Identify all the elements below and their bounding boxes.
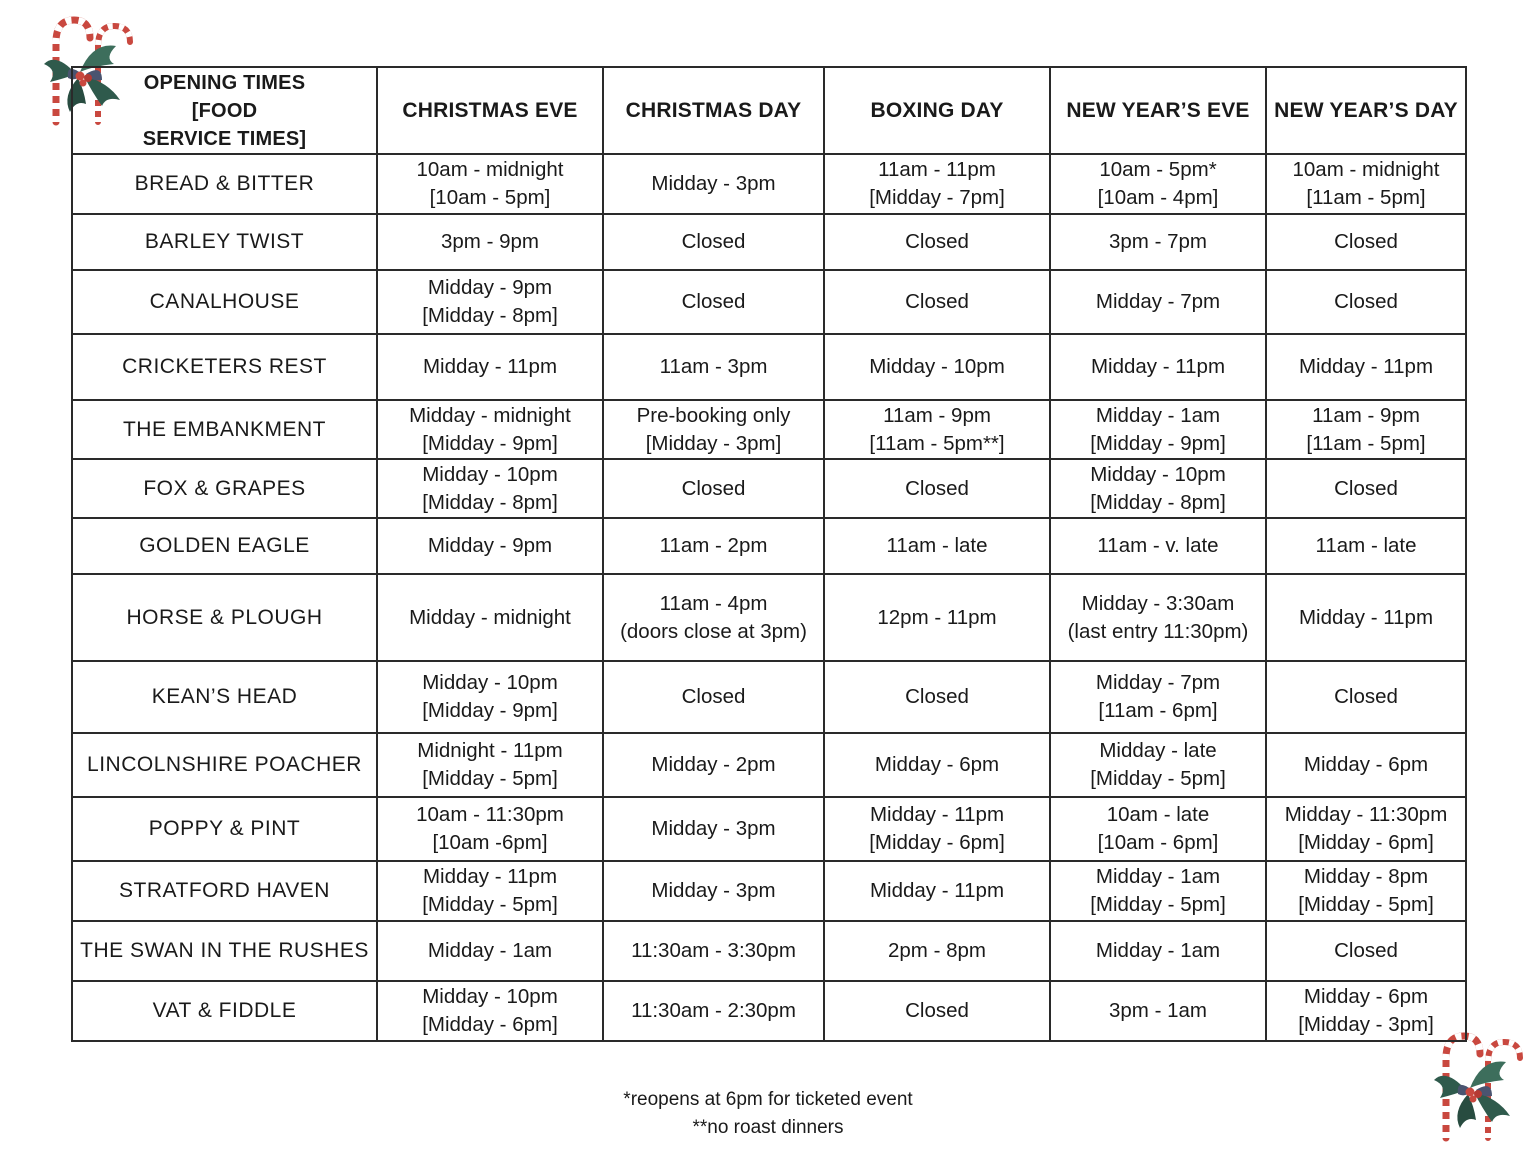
times-line: Closed [1334, 290, 1398, 313]
venue-name: BARLEY TWIST [72, 214, 377, 270]
times-cell [1266, 921, 1466, 981]
times-cell [603, 661, 824, 733]
times-line: [Midday - 7pm] [869, 186, 1005, 209]
table-row [72, 861, 1466, 921]
times-line: 11am - late [886, 534, 988, 557]
times-cell [824, 661, 1050, 733]
footnote-reopens: *reopens at 6pm for ticketed event [623, 1089, 913, 1110]
times-cell [1266, 334, 1466, 400]
day-header-boxing-day: BOXING DAY [824, 67, 1050, 154]
times-cell [1266, 861, 1466, 921]
times-line: Closed [1334, 685, 1398, 708]
times-cell [1050, 797, 1266, 861]
times-cell [377, 921, 603, 981]
times-line: [Midday - 9pm] [1090, 431, 1226, 455]
venue-name: KEAN’S HEAD [72, 661, 377, 733]
times-cell [377, 334, 603, 400]
venue-name: FOX & GRAPES [72, 459, 377, 518]
times-line: Midday - 3pm [651, 879, 776, 902]
times-line: 11am - 4pm [659, 591, 768, 615]
times-line: Closed [1334, 939, 1398, 962]
times-cell [1266, 400, 1466, 459]
times-cell [377, 861, 603, 921]
times-line: 10am - midnight [1292, 158, 1440, 181]
times-cell [1050, 518, 1266, 574]
times-cell [824, 334, 1050, 400]
times-cell [824, 459, 1050, 518]
times-line: (last entry 11:30pm) [1067, 619, 1249, 643]
table-row [72, 214, 1466, 270]
times-line: [Midday - 5pm] [1298, 893, 1434, 916]
table-row [72, 459, 1466, 518]
times-cell [603, 459, 824, 518]
times-line: Midday - midnight [409, 605, 571, 629]
times-cell [377, 797, 603, 861]
times-line: [Midday - 6pm] [422, 1013, 558, 1036]
times-line: Pre-booking only [636, 403, 791, 427]
venue-name: BREAD & BITTER [72, 154, 377, 214]
times-line: [Midday - 3pm] [645, 431, 782, 455]
times-cell [824, 518, 1050, 574]
times-cell [1266, 214, 1466, 270]
table-row [72, 270, 1466, 334]
times-line: [Midday - 8pm] [422, 490, 558, 514]
times-line: 11am - late [1315, 534, 1417, 557]
times-line: Midday - 2pm [651, 753, 776, 776]
times-line: Midday - 10pm [869, 355, 1005, 378]
times-line: 11am - 3pm [659, 355, 768, 378]
times-cell [1266, 270, 1466, 334]
times-cell [824, 400, 1050, 459]
times-cell [824, 797, 1050, 861]
times-line: Midday - 1am [1095, 403, 1221, 427]
times-cell [1266, 154, 1466, 214]
times-line: 11am - 11pm [878, 158, 996, 181]
times-line: Midday - 11pm [422, 355, 558, 378]
times-cell [603, 981, 824, 1041]
times-line: [11am - 5pm**] [869, 431, 1005, 455]
times-cell [824, 214, 1050, 270]
times-cell [824, 154, 1050, 214]
times-cell [1266, 733, 1466, 797]
times-cell [1050, 733, 1266, 797]
times-cell [1050, 574, 1266, 661]
opening-times-table [71, 66, 1467, 1042]
times-line: Midday - late [1099, 739, 1217, 762]
venue-name: STRATFORD HAVEN [72, 861, 377, 921]
header-row [72, 67, 1466, 154]
times-cell [377, 733, 603, 797]
times-cell [603, 334, 824, 400]
times-line: Closed [1334, 476, 1398, 500]
times-line: [11am - 5pm] [1306, 431, 1426, 455]
times-cell [603, 154, 824, 214]
times-cell [377, 214, 603, 270]
table-row [72, 981, 1466, 1041]
times-line: [10am -6pm] [432, 831, 548, 854]
times-line: [Midday - 6pm] [1298, 831, 1434, 854]
venue-name: VAT & FIDDLE [72, 981, 377, 1041]
times-line: Closed [681, 230, 746, 253]
times-line: Midday - 8pm [1303, 865, 1429, 888]
times-cell [603, 733, 824, 797]
times-cell [1266, 981, 1466, 1041]
times-cell [1050, 334, 1266, 400]
times-cell [377, 459, 603, 518]
times-line: Closed [905, 290, 969, 313]
times-line: 12pm - 11pm [877, 605, 997, 629]
times-cell [1050, 214, 1266, 270]
times-cell [1050, 661, 1266, 733]
times-line: 3pm - 1am [1109, 999, 1207, 1022]
times-line: 3pm - 9pm [441, 230, 539, 253]
times-cell [603, 574, 824, 661]
times-cell [603, 400, 824, 459]
times-line: [Midday - 8pm] [422, 304, 558, 327]
times-cell [377, 574, 603, 661]
times-line: Midday - 7pm [1095, 290, 1221, 313]
times-line: Midday - 11pm [869, 803, 1005, 826]
times-line: Midday - 6pm [874, 753, 1000, 776]
times-line: Midday - 11pm [869, 879, 1005, 902]
footnotes [0, 1086, 1536, 1142]
day-header-new-years-day: NEW YEAR’S DAY [1266, 67, 1466, 154]
times-line: [10am - 4pm] [1097, 186, 1219, 209]
times-cell [377, 518, 603, 574]
times-line: Midday - 10pm [422, 462, 558, 486]
times-cell [603, 518, 824, 574]
times-line: 11am - 2pm [659, 534, 768, 557]
venue-name: HORSE & PLOUGH [72, 574, 377, 661]
times-line: Midnight - 11pm [417, 739, 563, 762]
venue-name: THE EMBANKMENT [72, 400, 377, 459]
venue-name: THE SWAN IN THE RUSHES [72, 921, 377, 981]
times-line: 10am - 11:30pm [416, 803, 564, 826]
venue-name: GOLDEN EAGLE [72, 518, 377, 574]
times-line: [11am - 6pm] [1098, 699, 1218, 722]
table-row [72, 400, 1466, 459]
times-line: Midday - 3:30am [1081, 591, 1235, 615]
day-header-christmas-eve: CHRISTMAS EVE [377, 67, 603, 154]
times-line: 11:30am - 2:30pm [631, 999, 796, 1022]
times-line: Closed [681, 685, 746, 708]
times-line: Closed [681, 476, 746, 500]
times-line: Midday - 11:30pm [1284, 803, 1448, 826]
times-cell [824, 921, 1050, 981]
times-line: Midday - 7pm [1095, 671, 1221, 694]
times-line: 10am - late [1106, 803, 1210, 826]
times-line: Midday - 3pm [651, 172, 776, 195]
times-line: Midday - 11pm [1090, 355, 1226, 378]
times-cell [603, 861, 824, 921]
day-header-new-years-eve: NEW YEAR’S EVE [1050, 67, 1266, 154]
times-line: Midday - 9pm [427, 534, 553, 557]
times-cell [377, 400, 603, 459]
times-line: [Midday - 5pm] [1090, 893, 1226, 916]
times-line: Midday - 11pm [1298, 605, 1434, 629]
times-line: Closed [905, 230, 969, 253]
times-cell [1266, 661, 1466, 733]
times-cell [824, 861, 1050, 921]
times-line: [Midday - 9pm] [422, 431, 558, 455]
times-line: Closed [905, 999, 969, 1022]
times-cell [377, 270, 603, 334]
times-cell [1050, 154, 1266, 214]
times-line: Midday - 11pm [1298, 355, 1434, 378]
table-row [72, 518, 1466, 574]
table-row [72, 154, 1466, 214]
times-cell [377, 661, 603, 733]
times-cell [377, 154, 603, 214]
footnote-no-roast: **no roast dinners [692, 1117, 844, 1138]
times-line: [Midday - 9pm] [422, 699, 558, 722]
times-line: Midday - 10pm [422, 985, 558, 1008]
times-cell [603, 921, 824, 981]
times-line: [Midday - 6pm] [869, 831, 1005, 854]
times-line: Midday - 3pm [651, 817, 776, 840]
times-line: Closed [681, 290, 746, 313]
times-line: Closed [1334, 230, 1398, 253]
times-line: Closed [905, 476, 969, 500]
times-line: Midday - 11pm [422, 865, 558, 888]
times-cell [1266, 518, 1466, 574]
times-cell [377, 981, 603, 1041]
times-line: Midday - midnight [409, 403, 571, 427]
times-line: [Midday - 5pm] [1090, 767, 1226, 790]
table-row [72, 921, 1466, 981]
times-line: [10am - 6pm] [1097, 831, 1219, 854]
times-line: 11am - 9pm [1312, 403, 1420, 427]
times-line: 2pm - 8pm [888, 939, 986, 962]
times-cell [603, 270, 824, 334]
times-cell [1050, 921, 1266, 981]
times-line: [11am - 5pm] [1306, 186, 1426, 209]
times-line: Midday - 10pm [1090, 462, 1226, 486]
times-cell [1266, 574, 1466, 661]
times-line: 11:30am - 3:30pm [631, 939, 796, 962]
table-row [72, 661, 1466, 733]
times-line: Midday - 1am [427, 939, 553, 962]
times-line: (doors close at 3pm) [620, 619, 807, 643]
times-cell [824, 574, 1050, 661]
times-line: [Midday - 5pm] [422, 893, 558, 916]
table-row [72, 334, 1466, 400]
venue-name: LINCOLNSHIRE POACHER [72, 733, 377, 797]
day-header-christmas-day: CHRISTMAS DAY [603, 67, 824, 154]
times-line: Midday - 6pm [1303, 985, 1429, 1008]
times-line: [Midday - 5pm] [422, 767, 558, 790]
times-line: Midday - 9pm [427, 276, 553, 299]
times-cell [824, 733, 1050, 797]
times-line: Midday - 6pm [1303, 753, 1429, 776]
times-line: Midday - 10pm [422, 671, 558, 694]
times-cell [1266, 459, 1466, 518]
times-line: 11am - 9pm [883, 403, 991, 427]
times-cell [1050, 861, 1266, 921]
times-line: 10am - 5pm* [1099, 158, 1217, 181]
table-row [72, 733, 1466, 797]
times-cell [1266, 797, 1466, 861]
times-line: [10am - 5pm] [429, 186, 551, 209]
times-line: Midday - 1am [1095, 939, 1221, 962]
table-row [72, 797, 1466, 861]
times-cell [824, 981, 1050, 1041]
times-line: Midday - 1am [1095, 865, 1221, 888]
times-line: 11am - v. late [1097, 534, 1219, 557]
times-line: Closed [905, 685, 969, 708]
times-cell [824, 270, 1050, 334]
times-cell [1050, 270, 1266, 334]
times-line: [Midday - 8pm] [1090, 490, 1226, 514]
corner-header: OPENING TIMES [FOOD SERVICE TIMES] [72, 67, 377, 154]
times-line: 10am - midnight [416, 158, 564, 181]
venue-name: CANALHOUSE [72, 270, 377, 334]
times-line: [Midday - 3pm] [1298, 1013, 1434, 1036]
venue-name: CRICKETERS REST [72, 334, 377, 400]
times-line: 3pm - 7pm [1109, 230, 1207, 253]
venue-name: POPPY & PINT [72, 797, 377, 861]
times-cell [1050, 459, 1266, 518]
times-cell [603, 214, 824, 270]
table-row [72, 574, 1466, 661]
times-cell [603, 797, 824, 861]
times-cell [1050, 981, 1266, 1041]
times-cell [1050, 400, 1266, 459]
